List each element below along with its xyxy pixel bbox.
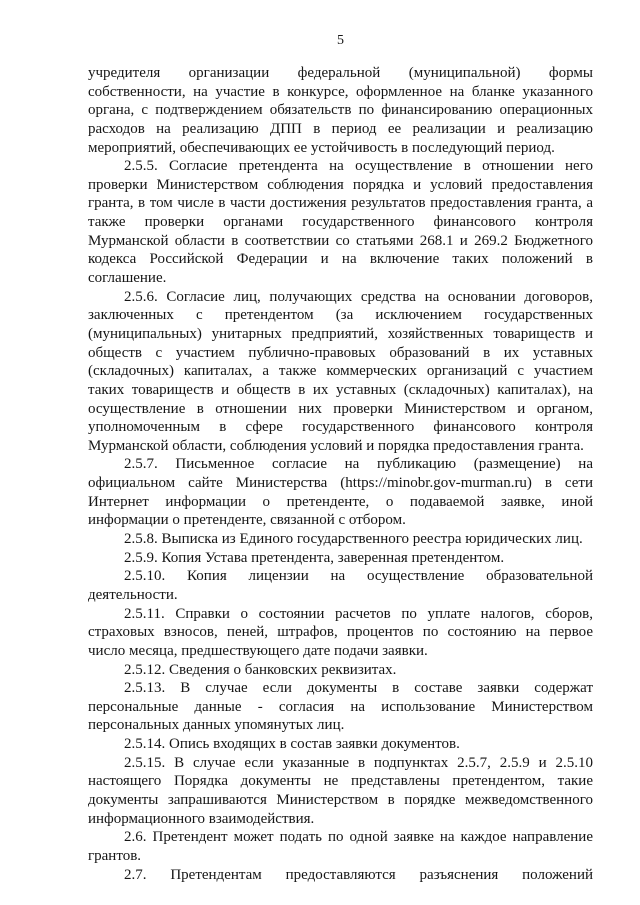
text-line: информационного взаимодействия. — [88, 810, 315, 827]
text-line: 2.5.5. Согласие претендента на осуществление в отношении него — [124, 158, 593, 175]
text-line: уполномоченным в сфере государственного финансового контроля — [88, 419, 593, 436]
page-number: 5 — [337, 33, 344, 48]
text-line: гранта, в том числе в части достижения результатов предоставления гранта, а — [88, 195, 593, 212]
text-line: Интернет информации о претенденте, о подаваемой заявке, иной — [88, 493, 593, 510]
text-line: 2.5.10. Копия лицензии на осуществление образовательной — [124, 568, 593, 585]
paragraph-2-5-8 — [88, 530, 593, 549]
text-line: таких товариществ и обществ в их уставных (складочных) капиталах), на — [88, 381, 593, 398]
text-line: страховых взносов, пеней, штрафов, процентов по состоянию на первое — [88, 624, 593, 641]
text-line: (складочных) капиталах, а также коммерческих организаций с участием — [88, 363, 593, 380]
paragraph-2-5-9 — [88, 549, 593, 568]
text-line: 2.5.7. Письменное согласие на публикацию (размещение) на — [124, 456, 593, 473]
text-line: 2.7. Претендентам предоставляются разъяснения положений — [124, 866, 593, 883]
paragraph-2-6 — [88, 828, 593, 865]
paragraph-2-5-11 — [88, 605, 593, 661]
paragraph-2-5-12 — [88, 661, 593, 680]
text-line: органа, с подтверждением обязательств по финансированию операционных — [88, 102, 593, 119]
text-line: 2.5.15. В случае если указанные в подпунктах 2.5.7, 2.5.9 и 2.5.10 — [124, 754, 593, 771]
text-line: 2.5.13. В случае если документы в составе заявки содержат — [124, 680, 593, 697]
text-line: заключенных с претендентом (за исключением государственных — [88, 307, 593, 324]
text-line: проверки Министерством соблюдения порядка и условий предоставления — [88, 176, 593, 193]
text-line: число месяца, предшествующего дате подачи заявки. — [88, 642, 428, 659]
text-line: Мурманской области, соблюдения условий и порядка предоставления гранта. — [88, 437, 584, 454]
document-body — [88, 64, 593, 884]
paragraph-2-5-14 — [88, 735, 593, 754]
text-line: расходов на реализацию ДПП в период ее реализации и реализацию — [88, 120, 593, 137]
text-line: 2.6. Претендент может подать по одной заявке на каждое направление — [124, 829, 593, 846]
paragraph-2-5-15 — [88, 754, 593, 829]
paragraph-2-5-6 — [88, 288, 593, 456]
text-line: учредителя организации федеральной (муниципальной) формы — [88, 65, 593, 81]
text-line: Мурманской области в соответствии со статьями 268.1 и 269.2 Бюджетного — [88, 232, 593, 249]
paragraph-2-7 — [88, 866, 593, 885]
text-line: также проверки органами государственного финансового контроля — [88, 214, 593, 231]
paragraph-2-5-5 — [88, 157, 593, 287]
text-line: соглашение. — [88, 270, 167, 287]
paragraph-continuation — [88, 64, 593, 157]
text-line: официальном сайте Министерства (https://minobr.gov-murman.ru) в сети — [88, 475, 593, 492]
text-line: грантов. — [88, 847, 142, 864]
text-line: информации о претенденте, связанной с отбором. — [88, 512, 406, 529]
text-line: осуществление в отношении них проверки Министерством и органом, — [88, 400, 593, 417]
paragraph-2-5-13 — [88, 679, 593, 735]
text-line: персональные данные - согласия на использование Министерством — [88, 698, 593, 715]
text-line: 2.5.14. Опись входящих в состав заявки документов. — [124, 736, 460, 753]
text-line: 2.5.11. Справки о состоянии расчетов по уплате налогов, сборов, — [124, 605, 593, 622]
paragraph-2-5-10 — [88, 567, 593, 604]
text-line: (муниципальных) унитарных предприятий, хозяйственных товариществ и — [88, 325, 593, 342]
text-line: деятельности. — [88, 586, 178, 603]
paragraph-2-5-7 — [88, 455, 593, 530]
text-line: 2.5.6. Согласие лиц, получающих средства на основании договоров, — [124, 288, 593, 305]
text-line: мероприятий, обеспечивающих ее устойчивость в последующий период. — [88, 139, 555, 156]
text-line: документы запрашиваются Министерством в порядке межведомственного — [88, 791, 593, 808]
text-line: обществ с участием публично-правовых образований в их уставных — [88, 344, 593, 361]
text-line: кодекса Российской Федерации и на включение таких положений в — [88, 251, 593, 268]
text-line: 2.5.8. Выписка из Единого государственного реестра юридических лиц. — [124, 531, 583, 548]
text-line: персональных данных упомянутых лиц. — [88, 717, 345, 734]
text-line: настоящего Порядка документы не представлены претендентом, такие — [88, 773, 593, 790]
text-line: собственности, на участие в конкурсе, оформленное на бланке указанного — [88, 83, 593, 100]
text-line: 2.5.12. Сведения о банковских реквизитах. — [124, 661, 397, 678]
text-line: 2.5.9. Копия Устава претендента, заверенная претендентом. — [124, 549, 505, 566]
